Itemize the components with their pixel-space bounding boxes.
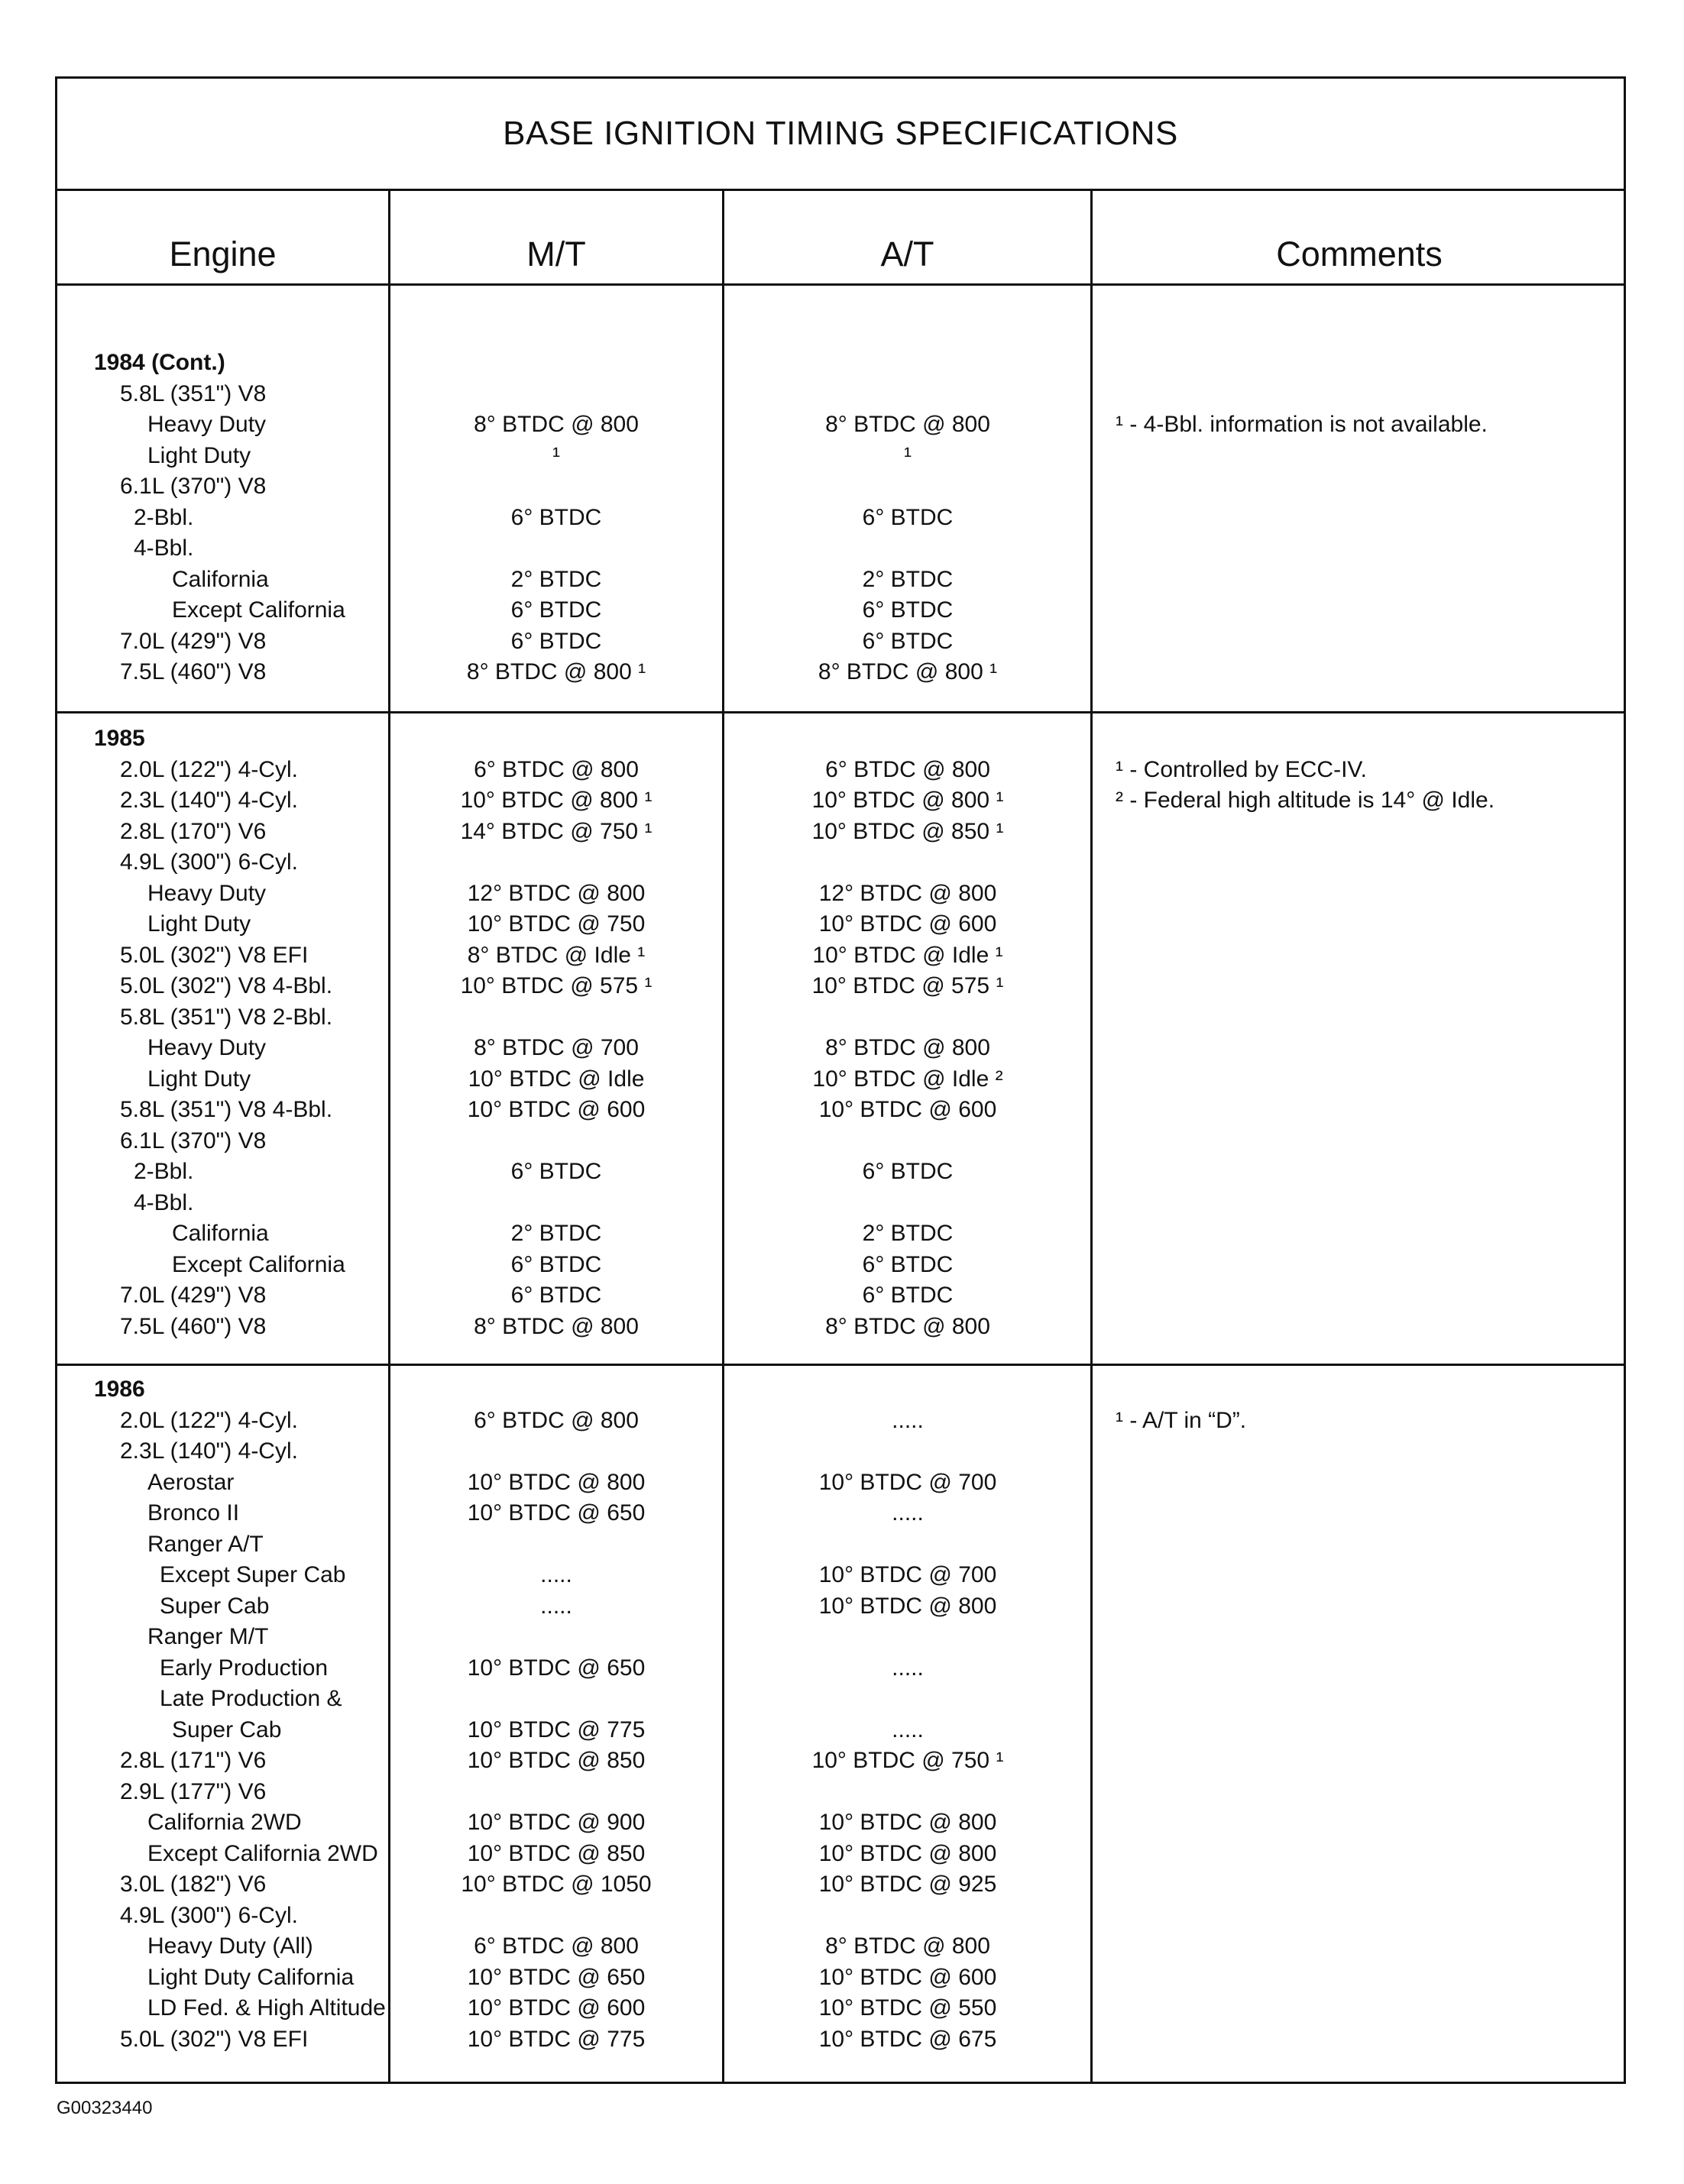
- table-row: [57, 1591, 1624, 1623]
- engine-cell: Except California 2WD: [147, 1840, 378, 1866]
- engine-cell: 5.0L (302") V8 4-Bbl.: [120, 973, 333, 998]
- table-row: [57, 379, 1624, 410]
- at-cell: 10° BTDC @ 925: [818, 1872, 997, 1897]
- mt-cell: 10° BTDC @ 900: [467, 1810, 646, 1835]
- mt-cell: 10° BTDC @ 750: [467, 911, 646, 937]
- engine-cell: 2.8L (171") V6: [120, 1748, 267, 1773]
- mt-cell: 10° BTDC @ 600: [467, 1995, 646, 2021]
- engine-cell: Ranger A/T: [147, 1531, 264, 1557]
- at-cell: 8° BTDC @ 800 ¹: [818, 659, 998, 684]
- engine-cell: 5.0L (302") V8 EFI: [120, 2026, 309, 2052]
- year-heading: 1984 (Cont.): [94, 350, 225, 375]
- table-row: [57, 1188, 1624, 1219]
- table-row: [57, 1498, 1624, 1529]
- engine-cell: Late Production &: [160, 1686, 342, 1711]
- engine-cell: Early Production: [160, 1655, 329, 1681]
- title-row: [57, 79, 1624, 191]
- table-row: [57, 2024, 1624, 2056]
- engine-cell: LD Fed. & High Altitude: [147, 1995, 386, 2021]
- engine-cell: 4.9L (300") 6-Cyl.: [120, 1902, 298, 1928]
- year-heading: 1985: [94, 726, 145, 751]
- engine-cell: Light Duty: [147, 1066, 251, 1092]
- table-row: [57, 1064, 1624, 1095]
- table-row: [57, 595, 1624, 626]
- mt-cell: ¹: [552, 442, 560, 468]
- table-row: [57, 1684, 1624, 1715]
- engine-cell: 5.8L (351") V8 4-Bbl.: [120, 1097, 333, 1122]
- table-row: [57, 409, 1624, 441]
- mt-cell: 10° BTDC @ 575 ¹: [460, 973, 653, 998]
- engine-cell: 3.0L (182") V6: [120, 1872, 267, 1897]
- section-rule: [57, 711, 1624, 713]
- header-engine: Engine: [169, 235, 277, 273]
- engine-cell: California 2WD: [147, 1810, 302, 1835]
- engine-cell: 7.0L (429") V8: [120, 628, 267, 654]
- engine-cell: 4-Bbl.: [134, 1189, 194, 1215]
- comment-cell: ¹ - Controlled by ECC-IV.: [1116, 756, 1368, 782]
- year-heading: 1986: [94, 1377, 145, 1402]
- at-cell: .....: [892, 1407, 924, 1433]
- table-row: [57, 723, 1624, 755]
- mt-cell: .....: [540, 1593, 572, 1619]
- comment-cell: ¹ - A/T in “D”.: [1116, 1407, 1247, 1433]
- at-cell: 6° BTDC @ 800: [825, 756, 990, 782]
- timing-spec-table: [55, 76, 1626, 2084]
- mt-cell: 10° BTDC @ 650: [467, 1500, 646, 1526]
- at-cell: 8° BTDC @ 800: [825, 1313, 990, 1339]
- header-mt: M/T: [526, 235, 586, 273]
- mt-cell: 6° BTDC: [510, 628, 602, 654]
- engine-cell: 5.8L (351") V8: [120, 380, 267, 406]
- table-row: [57, 1033, 1624, 1064]
- table-row: [57, 1406, 1624, 1437]
- engine-cell: Light Duty California: [147, 1964, 355, 1990]
- mt-cell: 12° BTDC @ 800: [467, 880, 646, 906]
- table-row: [57, 817, 1624, 848]
- comment-cell: ¹ - 4-Bbl. information is not available.: [1116, 412, 1488, 437]
- mt-cell: 6° BTDC: [510, 504, 602, 530]
- mt-cell: 10° BTDC @ 650: [467, 1655, 646, 1681]
- at-cell: 10° BTDC @ 600: [818, 1964, 997, 1990]
- mt-cell: 6° BTDC: [510, 1159, 602, 1184]
- table-row: [57, 1436, 1624, 1467]
- table-row: [57, 878, 1624, 910]
- engine-cell: 2.0L (122") 4-Cyl.: [120, 1407, 298, 1433]
- table-row: [57, 1901, 1624, 1932]
- mt-cell: 10° BTDC @ 1050: [461, 1872, 652, 1897]
- section-rule: [57, 1364, 1624, 1366]
- at-cell: 10° BTDC @ Idle ¹: [812, 942, 1003, 968]
- mt-cell: 6° BTDC @ 800: [474, 1933, 639, 1959]
- engine-cell: Ranger M/T: [147, 1624, 269, 1649]
- mt-cell: 2° BTDC: [510, 566, 602, 592]
- table-row: [57, 909, 1624, 940]
- page-title: BASE IGNITION TIMING SPECIFICATIONS: [503, 115, 1178, 152]
- engine-cell: Heavy Duty: [147, 412, 267, 437]
- table-row: [57, 441, 1624, 472]
- table-row: [57, 1869, 1624, 1901]
- table-row: [57, 471, 1624, 503]
- table-row: [57, 657, 1624, 688]
- at-cell: 10° BTDC @ 600: [818, 911, 997, 937]
- table-row: [57, 1126, 1624, 1157]
- at-cell: 12° BTDC @ 800: [818, 880, 997, 906]
- table-row: [57, 1467, 1624, 1499]
- at-cell: 6° BTDC: [862, 1283, 954, 1308]
- at-cell: .....: [892, 1500, 924, 1526]
- table-row: [57, 847, 1624, 878]
- engine-cell: Except Super Cab: [160, 1562, 346, 1587]
- engine-cell: Super Cab: [160, 1593, 270, 1619]
- mt-cell: 10° BTDC @ 800: [467, 1469, 646, 1495]
- engine-cell: California: [172, 1221, 269, 1246]
- mt-cell: 6° BTDC: [510, 1251, 602, 1277]
- engine-cell: Heavy Duty: [147, 1035, 267, 1060]
- table-row: [57, 1777, 1624, 1808]
- table-row: [57, 1746, 1624, 1777]
- engine-cell: Except California: [172, 1251, 345, 1277]
- mt-cell: 6° BTDC @ 800: [474, 756, 639, 782]
- engine-cell: 2.8L (170") V6: [120, 818, 267, 844]
- table-row: [57, 940, 1624, 972]
- table-row: [57, 1218, 1624, 1250]
- at-cell: 10° BTDC @ 700: [818, 1562, 997, 1587]
- engine-cell: 2.3L (140") 4-Cyl.: [120, 788, 298, 813]
- engine-cell: 5.0L (302") V8 EFI: [120, 942, 309, 968]
- engine-cell: 7.5L (460") V8: [120, 1313, 267, 1339]
- engine-cell: Super Cab: [172, 1716, 282, 1742]
- at-cell: 10° BTDC @ 600: [818, 1097, 997, 1122]
- table-row: [57, 1312, 1624, 1343]
- table-row: [57, 533, 1624, 565]
- engine-cell: Light Duty: [147, 911, 251, 937]
- figure-id: G00323440: [57, 2098, 153, 2118]
- at-cell: 10° BTDC @ 800 ¹: [811, 788, 1004, 813]
- engine-cell: 6.1L (370") V8: [120, 474, 267, 499]
- at-cell: 10° BTDC @ 550: [818, 1995, 997, 2021]
- mt-cell: 6° BTDC: [510, 1283, 602, 1308]
- at-cell: 6° BTDC: [862, 504, 954, 530]
- mt-cell: 6° BTDC @ 800: [474, 1407, 639, 1433]
- at-cell: 2° BTDC: [862, 566, 954, 592]
- mt-cell: 10° BTDC @ Idle: [468, 1066, 645, 1092]
- at-cell: 8° BTDC @ 800: [825, 1933, 990, 1959]
- comment-cell: ² - Federal high altitude is 14° @ Idle.: [1116, 788, 1495, 813]
- mt-cell: 2° BTDC: [510, 1221, 602, 1246]
- engine-cell: Heavy Duty (All): [147, 1933, 313, 1959]
- engine-cell: Bronco II: [147, 1500, 240, 1526]
- engine-cell: 2.3L (140") 4-Cyl.: [120, 1438, 298, 1464]
- mt-cell: 8° BTDC @ 800: [474, 412, 639, 437]
- at-cell: 6° BTDC: [862, 1159, 954, 1184]
- at-cell: 10° BTDC @ 700: [818, 1469, 997, 1495]
- at-cell: ¹: [904, 442, 912, 468]
- table-row: [57, 1931, 1624, 1962]
- mt-cell: 14° BTDC @ 750 ¹: [460, 818, 653, 844]
- mt-cell: 8° BTDC @ Idle ¹: [467, 942, 646, 968]
- table-row: [57, 1653, 1624, 1684]
- engine-cell: 7.5L (460") V8: [120, 659, 267, 684]
- at-cell: 6° BTDC: [862, 1251, 954, 1277]
- table-row: [57, 503, 1624, 534]
- table-row: [57, 971, 1624, 1002]
- at-cell: 10° BTDC @ 675: [818, 2026, 997, 2052]
- engine-cell: Except California: [172, 597, 345, 623]
- table-row: [57, 755, 1624, 786]
- at-cell: 10° BTDC @ 575 ¹: [811, 973, 1004, 998]
- table-row: [57, 1280, 1624, 1312]
- engine-cell: 5.8L (351") V8 2-Bbl.: [120, 1004, 333, 1030]
- header-comments: Comments: [1276, 235, 1443, 273]
- mt-cell: .....: [540, 1562, 572, 1587]
- mt-cell: 8° BTDC @ 700: [474, 1035, 639, 1060]
- engine-cell: 4.9L (300") 6-Cyl.: [120, 849, 298, 875]
- mt-cell: 10° BTDC @ 775: [467, 2026, 646, 2052]
- at-cell: 6° BTDC: [862, 628, 954, 654]
- table-row: [57, 1993, 1624, 2024]
- header-at: A/T: [880, 235, 934, 273]
- engine-cell: Aerostar: [147, 1469, 235, 1495]
- table-row: [57, 1250, 1624, 1281]
- at-cell: 10° BTDC @ Idle ²: [812, 1066, 1003, 1092]
- engine-cell: Heavy Duty: [147, 880, 267, 906]
- at-cell: .....: [892, 1655, 924, 1681]
- table-row: [57, 348, 1624, 379]
- at-cell: 10° BTDC @ 800: [818, 1593, 997, 1619]
- engine-cell: 2.0L (122") 4-Cyl.: [120, 756, 298, 782]
- mt-cell: 10° BTDC @ 850: [467, 1748, 646, 1773]
- table-row: [57, 1715, 1624, 1746]
- table-row: [57, 565, 1624, 596]
- engine-cell: California: [172, 566, 269, 592]
- table-row: [57, 1807, 1624, 1839]
- at-cell: 8° BTDC @ 800: [825, 412, 990, 437]
- table-row: [57, 626, 1624, 658]
- mt-cell: 8° BTDC @ 800 ¹: [466, 659, 646, 684]
- engine-cell: 2-Bbl.: [134, 1159, 194, 1184]
- table-row: [57, 1157, 1624, 1188]
- mt-cell: 10° BTDC @ 775: [467, 1716, 646, 1742]
- table-row: [57, 1529, 1624, 1561]
- mt-cell: 10° BTDC @ 600: [467, 1097, 646, 1122]
- engine-cell: Light Duty: [147, 442, 251, 468]
- at-cell: 2° BTDC: [862, 1221, 954, 1246]
- table-row: [57, 1374, 1624, 1406]
- at-cell: 10° BTDC @ 800: [818, 1810, 997, 1835]
- table-row: [57, 1095, 1624, 1126]
- engine-cell: 4-Bbl.: [134, 535, 194, 561]
- mt-cell: 10° BTDC @ 850: [467, 1840, 646, 1866]
- mt-cell: 8° BTDC @ 800: [474, 1313, 639, 1339]
- at-cell: 10° BTDC @ 800: [818, 1840, 997, 1866]
- mt-cell: 6° BTDC: [510, 597, 602, 623]
- header-rule: [57, 283, 1624, 286]
- engine-cell: 6.1L (370") V8: [120, 1128, 267, 1153]
- mt-cell: 10° BTDC @ 800 ¹: [460, 788, 653, 813]
- table-row: [57, 1560, 1624, 1591]
- engine-cell: 7.0L (429") V8: [120, 1283, 267, 1308]
- table-row: [57, 785, 1624, 817]
- engine-cell: 2.9L (177") V6: [120, 1778, 267, 1804]
- at-cell: .....: [892, 1716, 924, 1742]
- mt-cell: 10° BTDC @ 650: [467, 1964, 646, 1990]
- table-row: [57, 1002, 1624, 1034]
- at-cell: 8° BTDC @ 800: [825, 1035, 990, 1060]
- table-row: [57, 1839, 1624, 1870]
- table-row: [57, 1962, 1624, 1994]
- at-cell: 10° BTDC @ 750 ¹: [811, 1748, 1004, 1773]
- at-cell: 6° BTDC: [862, 597, 954, 623]
- table-row: [57, 1622, 1624, 1653]
- at-cell: 10° BTDC @ 850 ¹: [811, 818, 1004, 844]
- engine-cell: 2-Bbl.: [134, 504, 194, 530]
